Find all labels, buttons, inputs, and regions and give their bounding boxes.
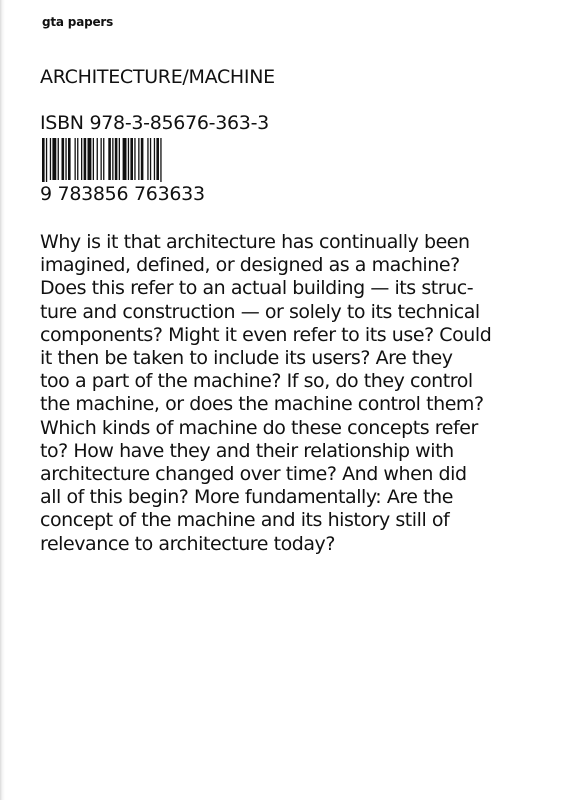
barcode-bar — [156, 138, 159, 180]
barcode-bar — [160, 138, 161, 182]
barcode-bar — [147, 138, 148, 180]
barcode-bar — [112, 138, 113, 180]
isbn-label: ISBN 978-3-85676-363-3 — [40, 112, 269, 134]
blurb-line: all of this begin? More fundamentally: Are the — [40, 486, 453, 509]
barcode-bar — [62, 138, 65, 180]
blurb-line: architecture changed over time? And when did — [40, 463, 467, 486]
book-title: ARCHITECTURE/MACHINE — [40, 66, 275, 88]
barcode-bar — [115, 138, 118, 180]
barcode-bar — [50, 138, 51, 180]
barcode-bar — [52, 138, 56, 180]
barcode-bar — [103, 138, 104, 180]
barcode-bar — [134, 138, 135, 180]
barcode-bar — [77, 138, 78, 180]
barcode-bar — [65, 138, 66, 180]
barcode-bar — [150, 138, 151, 180]
blurb-line: to? How have they and their relationship with — [40, 439, 454, 462]
barcode-bar — [138, 138, 139, 180]
blurb-line: relevance to architecture today? — [40, 532, 335, 555]
barcode-bar — [119, 138, 120, 180]
series-name: gta papers — [42, 15, 114, 29]
barcode-bar — [75, 138, 76, 180]
blurb-line: Does this refer to an actual building — its struc- — [40, 277, 474, 300]
blurb-line: imagined, defined, or designed as a machine? — [40, 254, 460, 277]
barcode-bar — [97, 138, 98, 180]
blurb-line: it then be taken to include its users? Are they — [40, 347, 453, 370]
barcode-number: 9 783856 763633 — [40, 183, 205, 205]
barcode-bar — [130, 138, 133, 180]
blurb-line: Why is it that architecture has continually been — [40, 231, 470, 253]
barcode-bar — [58, 138, 59, 180]
barcode-bar — [46, 138, 47, 182]
blurb-line: Which kinds of machine do these concepts refer — [40, 416, 478, 439]
blurb-line: ture and construction — or solely to its technical — [40, 300, 480, 323]
barcode-bar — [81, 138, 82, 180]
barcode-bar — [42, 138, 45, 182]
barcode-bar — [88, 138, 92, 180]
barcode-bar — [84, 138, 87, 180]
barcode-bar — [141, 138, 144, 180]
blurb-line: the machine, or does the machine control them? — [40, 393, 484, 416]
blurb-text — [40, 231, 540, 556]
barcode-bar — [101, 138, 102, 180]
barcode-icon — [42, 138, 212, 182]
blurb-line: too a part of the machine? If so, do they control — [40, 370, 473, 393]
barcode-bar — [108, 138, 111, 180]
barcode-bar — [128, 138, 129, 180]
barcode-bar — [68, 138, 71, 180]
barcode-bar — [93, 138, 94, 180]
blurb-line: concept of the machine and its history still of — [40, 509, 450, 532]
barcode-bar — [123, 138, 127, 180]
barcode-bar — [154, 138, 155, 180]
blurb-line: components? Might it even refer to its use? Could — [40, 323, 492, 346]
